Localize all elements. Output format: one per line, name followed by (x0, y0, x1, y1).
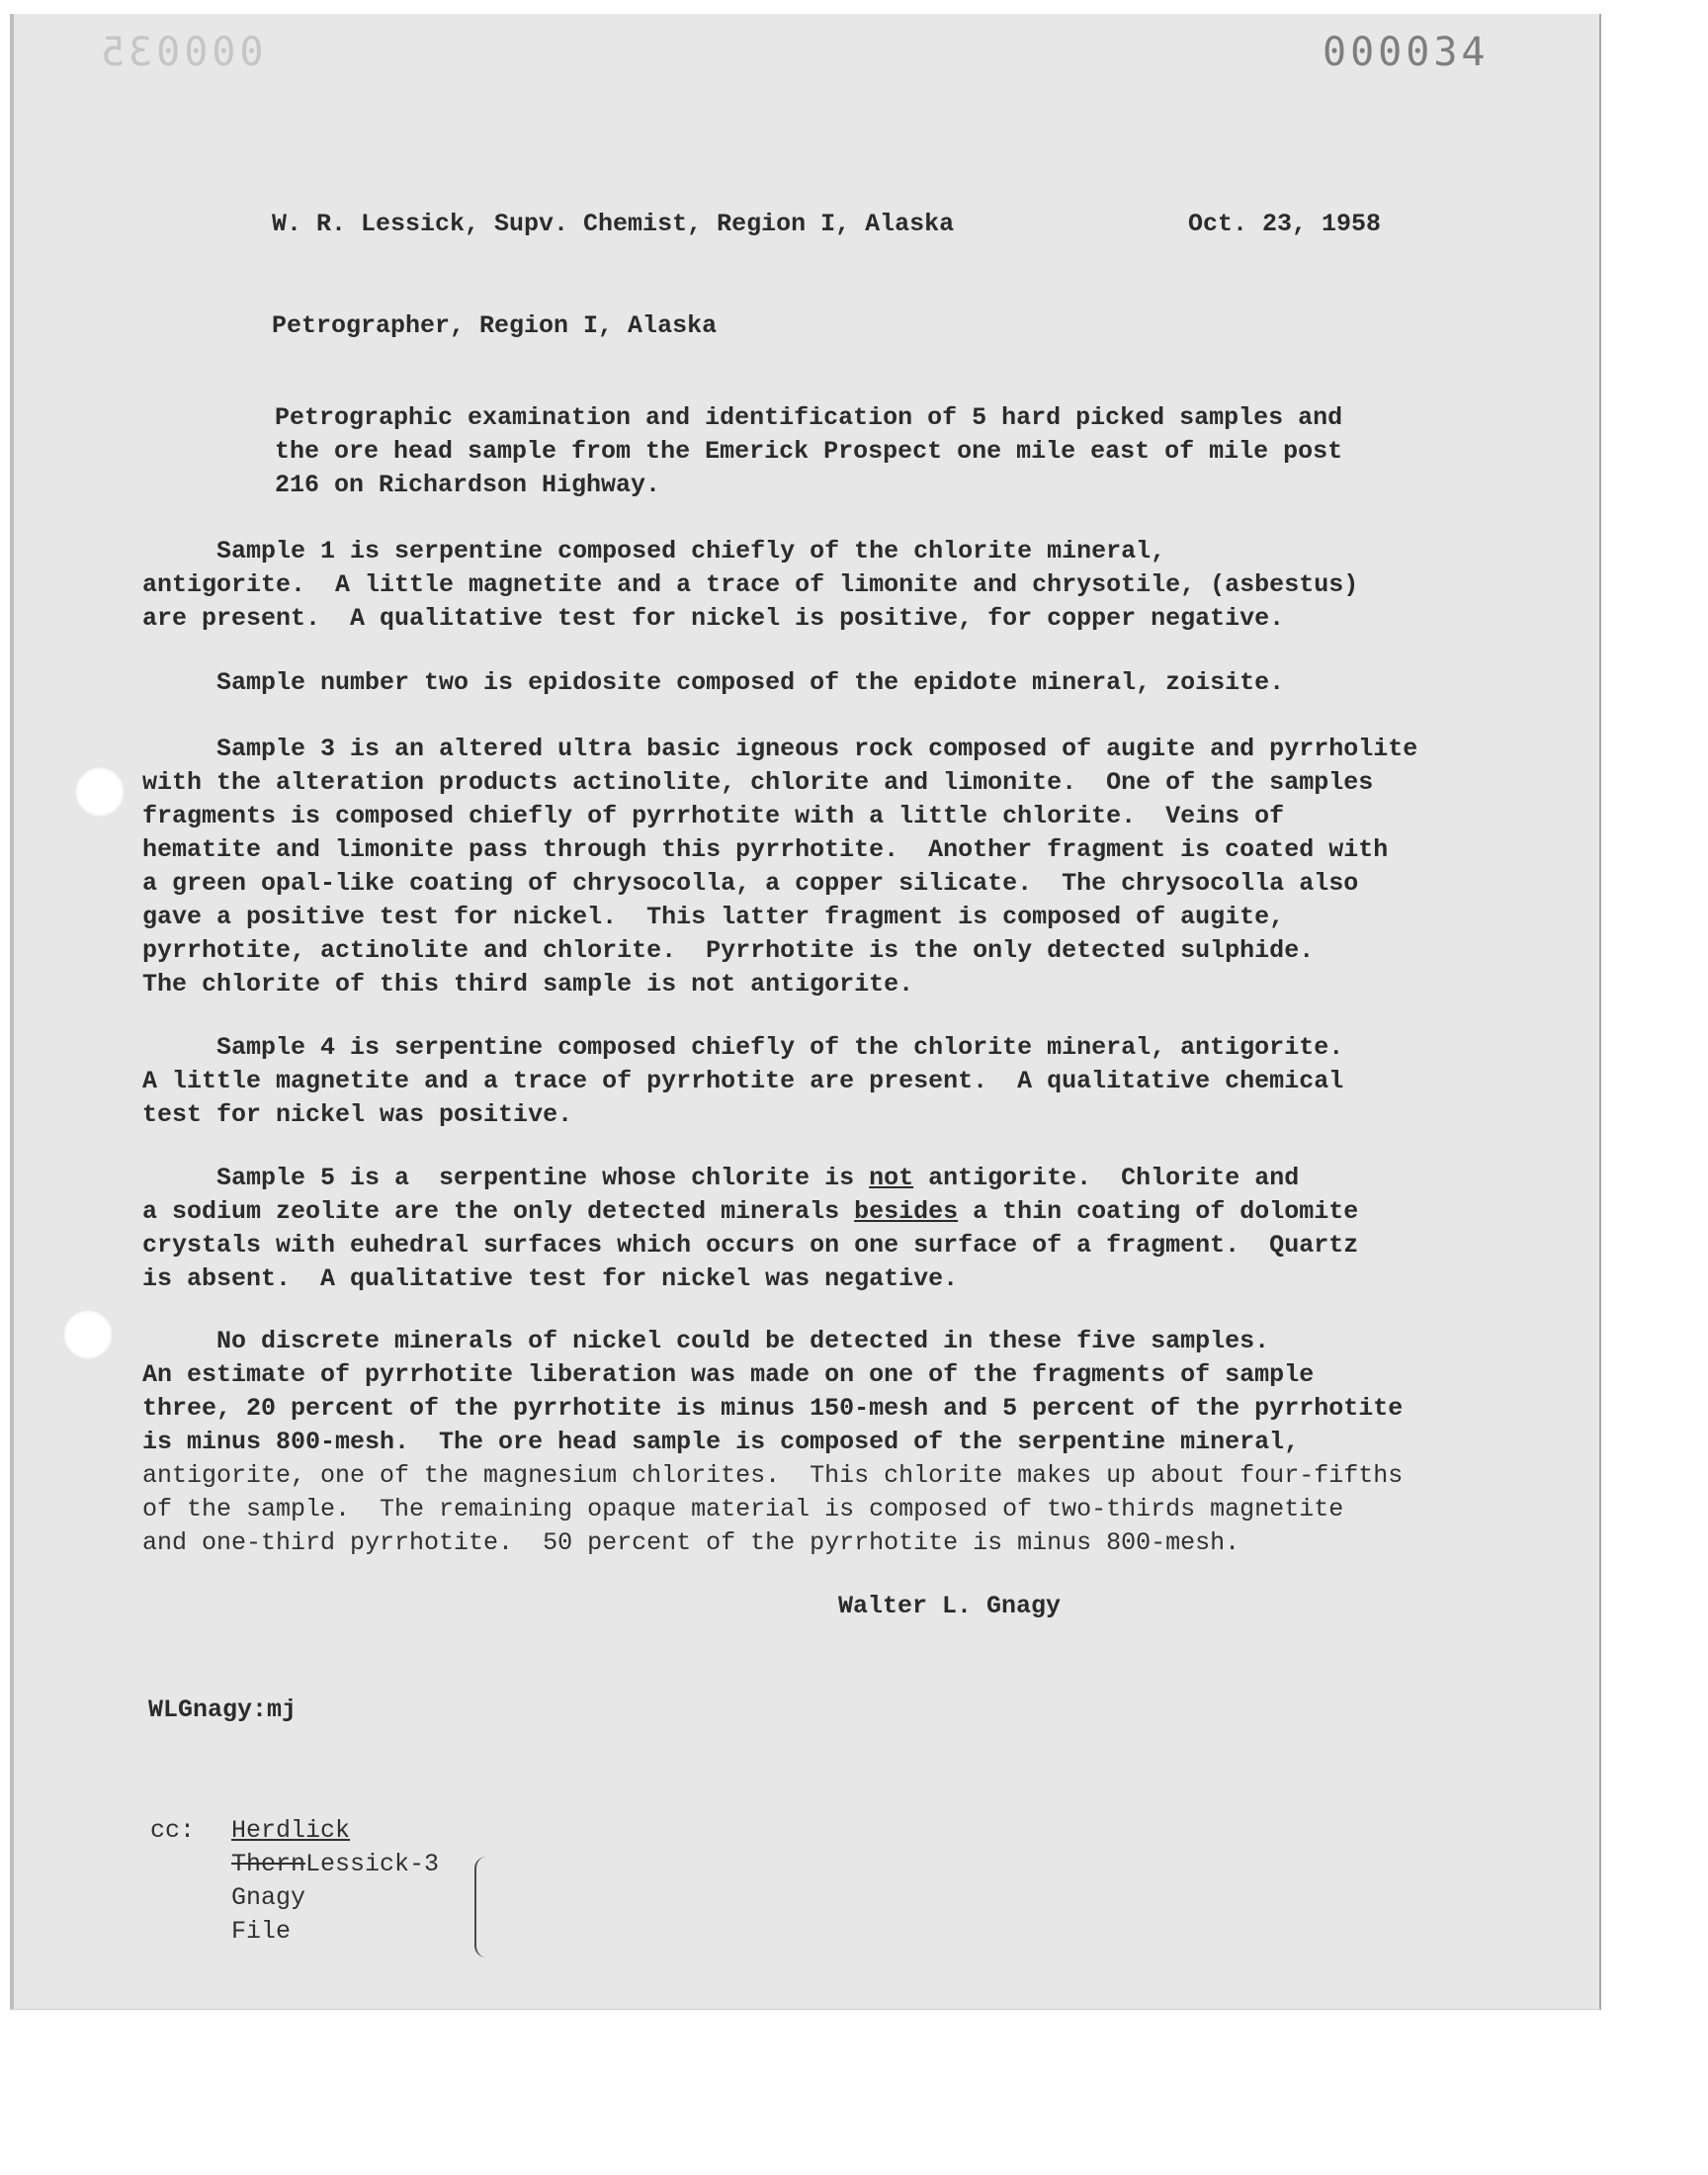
sample5-text: Sample 5 is a serpentine whose chlorite is (142, 1164, 870, 1192)
cc-label: cc: (150, 1816, 196, 1845)
sample4-line: Sample 4 is serpentine composed chiefly of the chlorite mineral, antigorite. (142, 1033, 1344, 1062)
cc-recipient-name: Lessick-3 (305, 1850, 440, 1878)
memo-to: Petrographer, Region I, Alaska (272, 311, 718, 340)
sample3-line: with the alteration products actinolite, chlorite and limonite. One of the samples (142, 768, 1374, 797)
page-edge-shadow (10, 14, 14, 2009)
sample4-line: test for nickel was positive. (142, 1100, 573, 1129)
conclusion-line: of the sample. The remaining opaque material is composed of two-thirds magnetite (142, 1495, 1344, 1523)
sample1-line: antigorite. A little magnetite and a trace of limonite and chrysotile, (asbestus) (142, 570, 1359, 599)
underlined-word: not (869, 1164, 914, 1192)
handwritten-bracket (474, 1857, 490, 1958)
subject-line: Petrographic examination and identification of 5 hard picked samples and (275, 403, 1343, 432)
sample2-line: Sample number two is epidosite composed of the epidote mineral, zoisite. (142, 668, 1285, 697)
typist-initials: WLGnagy:mj (148, 1696, 298, 1724)
sample5-text: a sodium zeolite are the only detected minerals (142, 1197, 855, 1226)
punch-hole (75, 767, 125, 817)
conclusion-line: three, 20 percent of the pyrrhotite is minus 150-mesh and 5 percent of the pyrrhotite (142, 1394, 1404, 1423)
sample1-line: Sample 1 is serpentine composed chiefly of the chlorite mineral, (142, 537, 1166, 566)
sample4-line: A little magnetite and a trace of pyrrhotite are present. A qualitative chemical (142, 1067, 1344, 1095)
memo-from: W. R. Lessick, Supv. Chemist, Region I, Alaska (272, 210, 955, 238)
subject-line: the ore head sample from the Emerick Prospect one mile east of mile post (275, 437, 1343, 466)
sample5-text: a thin coating of dolomite (958, 1197, 1359, 1226)
cc-recipient: Herdlick (231, 1816, 351, 1845)
sample3-line: fragments is composed chiefly of pyrrhotite with a little chlorite. Veins of (142, 802, 1285, 830)
sample3-line: hematite and limonite pass through this pyrrhotite. Another fragment is coated with (142, 835, 1389, 864)
sample5-text: antigorite. Chlorite and (913, 1164, 1300, 1192)
cc-recipient: File (231, 1917, 292, 1946)
sample5-line: is absent. A qualitative test for nickel was negative. (142, 1264, 959, 1293)
sample5-line (142, 1162, 1299, 1195)
page-number: 000034 (1323, 30, 1490, 75)
conclusion-line: No discrete minerals of nickel could be detected in these five samples. (142, 1327, 1270, 1355)
conclusion-line: and one-third pyrrhotite. 50 percent of the pyrrhotite is minus 800-mesh. (142, 1528, 1240, 1557)
conclusion-line: antigorite, one of the magnesium chlorites. This chlorite makes up about four-fifths (142, 1461, 1404, 1490)
conclusion-line: An estimate of pyrrhotite liberation was made on one of the fragments of sample (142, 1360, 1315, 1389)
struck-name: Thern (231, 1850, 306, 1878)
sample3-line: The chlorite of this third sample is not antigorite. (142, 970, 914, 999)
sample5-line (142, 1195, 1358, 1229)
sample5-line: crystals with euhedral surfaces which occurs on one surface of a fragment. Quartz (142, 1231, 1359, 1260)
underlined-word: besides (854, 1197, 959, 1226)
sample1-line: are present. A qualitative test for nickel is positive, for copper negative. (142, 604, 1285, 633)
sample3-line: gave a positive test for nickel. This latter fragment is composed of augite, (142, 903, 1285, 931)
subject-line: 216 on Richardson Highway. (275, 471, 661, 499)
sample3-line: Sample 3 is an altered ultra basic igneous rock composed of augite and pyrrholite (142, 735, 1418, 763)
punch-hole (63, 1310, 113, 1359)
memo-date: Oct. 23, 1958 (1188, 210, 1382, 238)
cc-recipient: Gnagy (231, 1883, 306, 1912)
conclusion-line: is minus 800-mesh. The ore head sample is composed of the serpentine mineral, (142, 1428, 1300, 1456)
signature: Walter L. Gnagy (838, 1592, 1062, 1620)
sample3-line: a green opal-like coating of chrysocolla, a copper silicate. The chrysocolla also (142, 869, 1359, 898)
sample3-line: pyrrhotite, actinolite and chlorite. Pyrrhotite is the only detected sulphide. (142, 936, 1315, 965)
cc-recipient (231, 1848, 439, 1881)
bleed-through-page-number: 000035 (97, 30, 264, 75)
